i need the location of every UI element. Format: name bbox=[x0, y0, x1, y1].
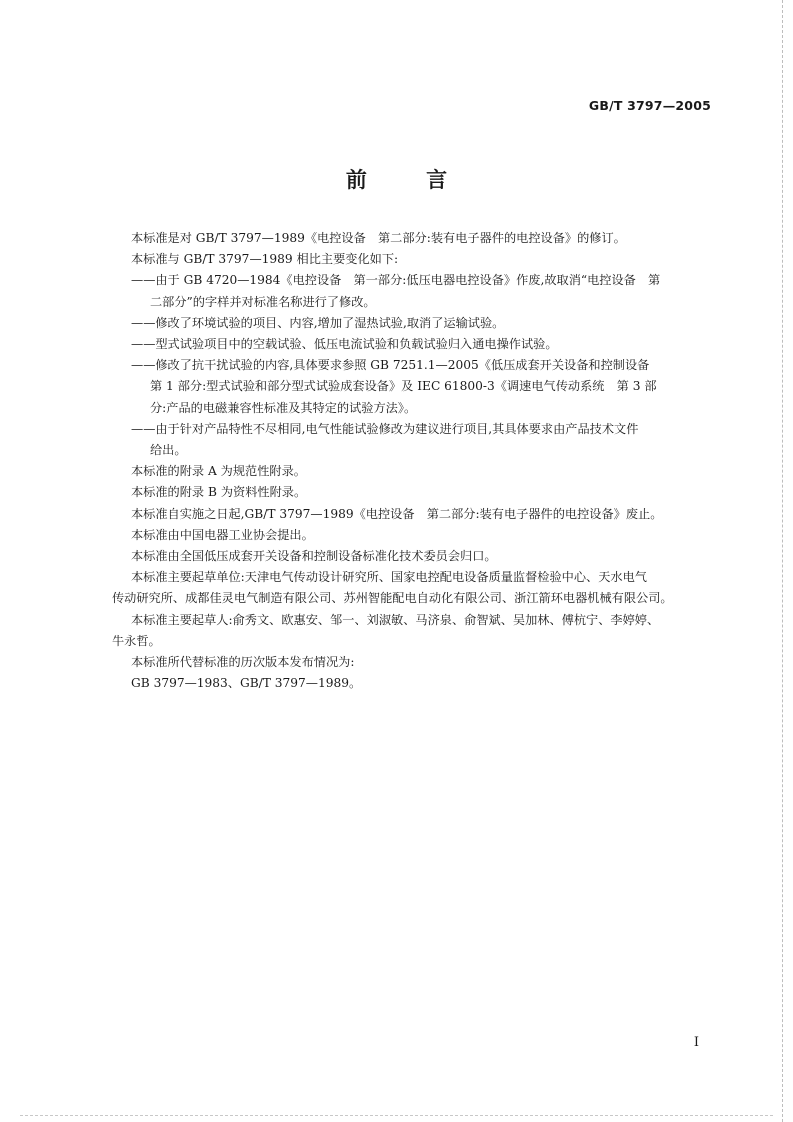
change-item-1-cont: 二部分”的字样并对标准名称进行了修改。 bbox=[150, 294, 376, 309]
paragraph-annex-a: 本标准的附录 A 为规范性附录。 bbox=[131, 464, 306, 479]
change-item-5: ——由于针对产品特性不尽相同,电气性能试验修改为建议进行项目,其具体要求由产品技术文件 bbox=[131, 421, 639, 436]
paragraph-changes-intro: 本标准与 GB/T 3797—1989 相比主要变化如下: bbox=[131, 252, 399, 267]
paragraph-revision-note: 本标准是对 GB/T 3797—1989《电控设备 第二部分:装有电子器件的电控设备》的修订。 bbox=[131, 231, 626, 245]
change-item-4-cont-1: 第 1 部分:型式试验和部分型式试验成套设备》及 IEC 61800-3《调速电气传动系统 第 3 部 bbox=[150, 379, 657, 394]
paragraph-drafting-units-cont: 传动研究所、成都佳灵电气制造有限公司、苏州智能配电自动化有限公司、浙江箭环电器机械有限公司。 bbox=[112, 591, 673, 606]
page-number: I bbox=[693, 1035, 699, 1050]
paragraph-committee: 本标准由全国低压成套开关设备和控制设备标准化技术委员会归口。 bbox=[131, 549, 497, 564]
page-title: 前 言 bbox=[345, 168, 474, 192]
change-item-4-cont-2: 分:产品的电磁兼容性标准及其特定的试验方法》。 bbox=[150, 400, 417, 415]
change-item-5-cont: 给出。 bbox=[150, 443, 187, 458]
change-item-1: ——由于 GB 4720—1984《电控设备 第一部分:低压电器电控设备》作废,故取消“电控设备 第 bbox=[131, 273, 661, 288]
change-item-2: ——修改了环境试验的项目、内容,增加了湿热试验,取消了运输试验。 bbox=[131, 315, 505, 330]
paragraph-history-list: GB 3797—1983、GB/T 3797—1989。 bbox=[131, 676, 362, 691]
change-item-4: ——修改了抗干扰试验的内容,具体要求参照 GB 7251.1—2005《低压成套开关设备和控制设备 bbox=[131, 358, 650, 373]
change-item-3: ——型式试验项目中的空载试验、低压电流试验和负载试验归入通电操作试验。 bbox=[131, 337, 558, 352]
scan-edge-line bbox=[781, 0, 783, 1122]
standard-code: GB/T 3797—2005 bbox=[588, 98, 711, 113]
paragraph-drafters: 本标准主要起草人:俞秀文、欧惠安、邹一、刘淑敏、马济泉、俞智斌、吴加林、傅杭宁、李婷婷、 bbox=[131, 612, 660, 627]
paragraph-drafting-units: 本标准主要起草单位:天津电气传动设计研究所、国家电控配电设备质量监督检验中心、天水电气 bbox=[131, 570, 647, 585]
paragraph-proposed-by: 本标准由中国电器工业协会提出。 bbox=[131, 527, 314, 542]
document-body bbox=[112, 228, 720, 694]
paragraph-annex-b: 本标准的附录 B 为资料性附录。 bbox=[131, 485, 307, 500]
paragraph-supersede: 本标准自实施之日起,GB/T 3797—1989《电控设备 第二部分:装有电子器件的电控设备》废止。 bbox=[131, 506, 663, 521]
scan-bottom-line bbox=[20, 1114, 773, 1116]
paragraph-history-intro: 本标准所代替标准的历次版本发布情况为: bbox=[131, 655, 355, 670]
paragraph-drafters-cont: 牛永哲。 bbox=[112, 633, 161, 648]
